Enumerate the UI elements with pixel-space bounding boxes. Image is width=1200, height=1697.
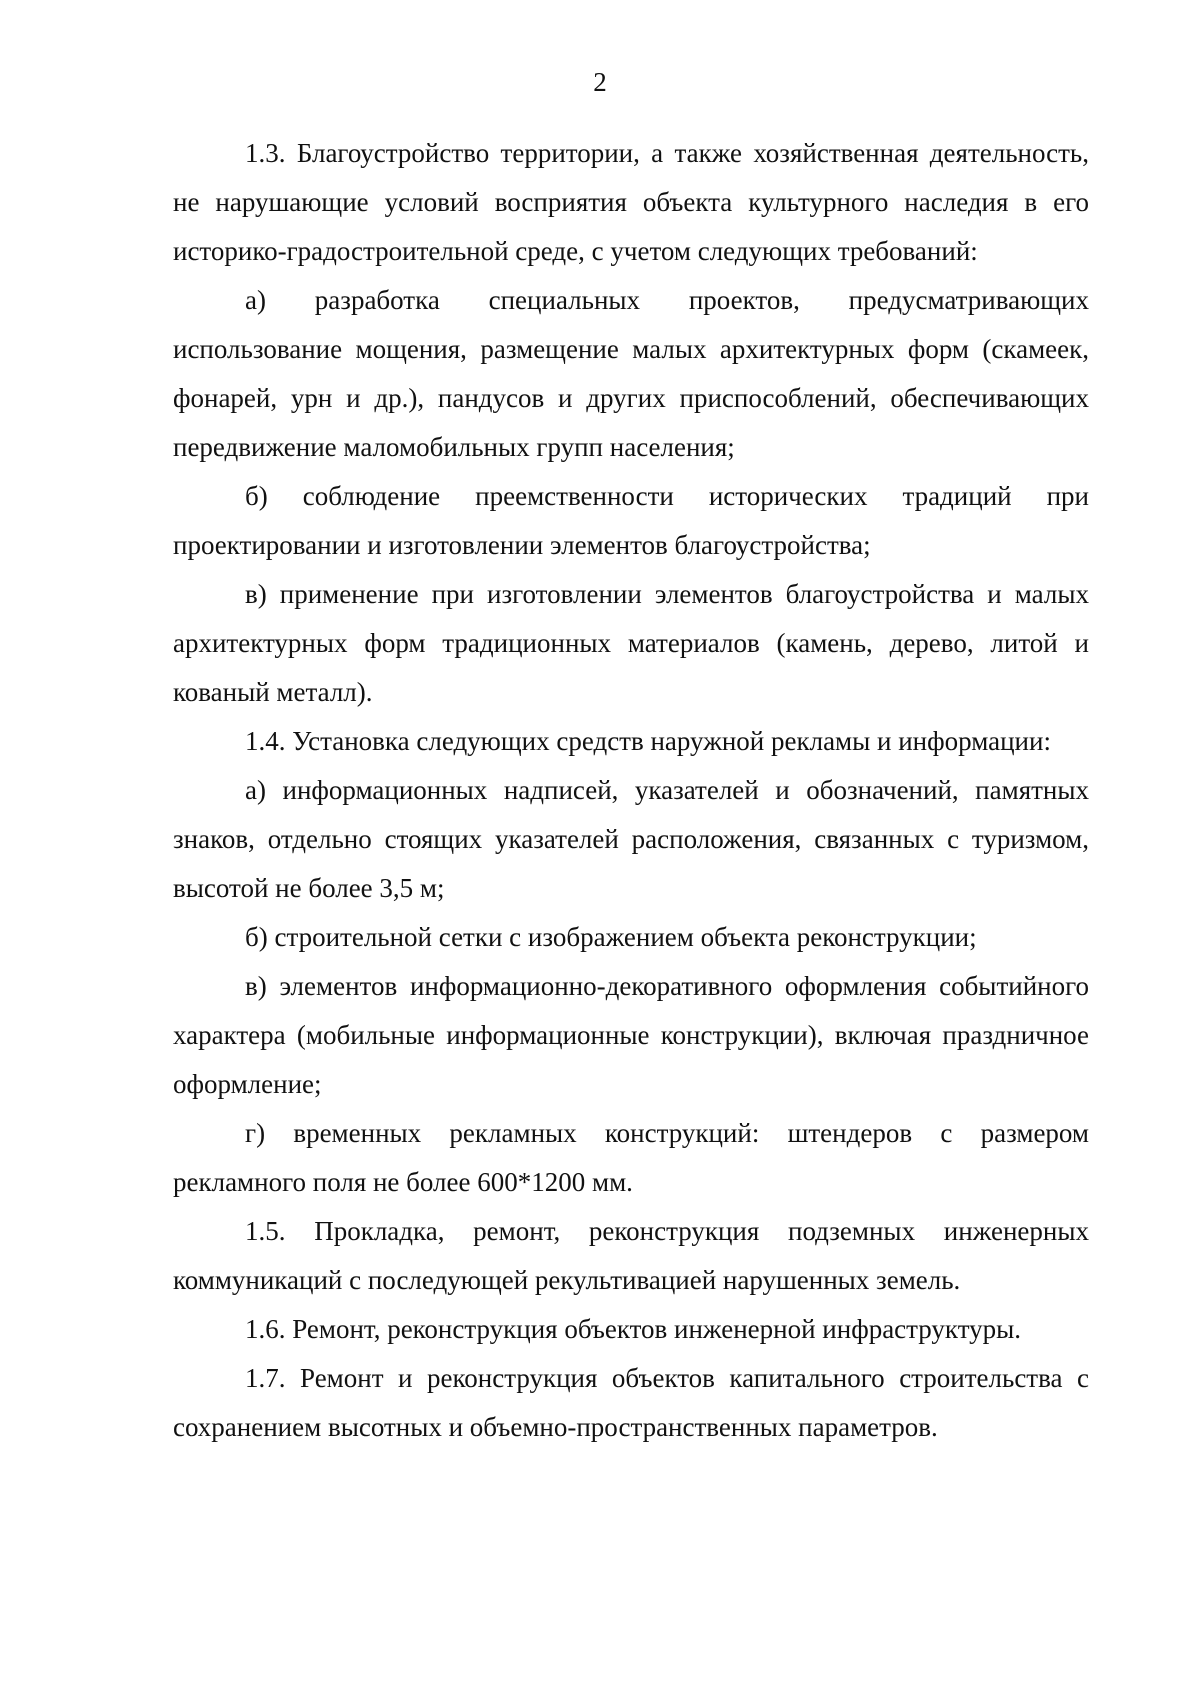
paragraph-1-5: 1.5. Прокладка, ремонт, реконструкция подземных инженерных коммуникаций с последующей рекультивацией нарушенных земель. — [173, 1216, 1089, 1295]
document-body — [173, 129, 1089, 1452]
paragraph-1-4: 1.4. Установка следующих средств наружной рекламы и информации: — [245, 726, 1051, 756]
paragraph-1-4-g: г) временных рекламных конструкций: штендеров с размером рекламного поля не более 600*1200 мм. — [173, 1118, 1089, 1197]
paragraph-1-3-v: в) применение при изготовлении элементов благоустройства и малых архитектурных форм традиционных материалов (камень, дерево, литой и кованый металл). — [173, 579, 1089, 707]
paragraph-1-4-b: б) строительной сетки с изображением объекта реконструкции; — [245, 922, 977, 952]
paragraph-1-3: 1.3. Благоустройство территории, а также хозяйственная деятельность, не нарушающие условий восприятия объекта культурного наследия в его историко-градостроительной среде, с учетом следующих требований: — [173, 138, 1089, 266]
paragraph-1-4-v: в) элементов информационно-декоративного оформления событийного характера (мобильные информационные конструкции), включая праздничное оформление; — [173, 971, 1089, 1099]
paragraph-1-6: 1.6. Ремонт, реконструкция объектов инженерной инфраструктуры. — [245, 1314, 1022, 1344]
paragraph-1-3-b: б) соблюдение преемственности исторических традиций при проектировании и изготовлении элементов благоустройства; — [173, 481, 1089, 560]
paragraph-1-4-a: а) информационных надписей, указателей и обозначений, памятных знаков, отдельно стоящих указателей расположения, связанных с туризмом, высотой не более 3,5 м; — [173, 775, 1089, 903]
page-number: 2 — [593, 67, 607, 97]
paragraph-1-7: 1.7. Ремонт и реконструкция объектов капитального строительства с сохранением высотных и объемно-пространственных параметров. — [173, 1363, 1089, 1442]
paragraph-1-3-a: а) разработка специальных проектов, предусматривающих использование мощения, размещение малых архитектурных форм (скамеек, фонарей, урн и др.), пандусов и других приспособлений, обеспечивающих передвижение маломобильных групп населения; — [173, 285, 1089, 462]
